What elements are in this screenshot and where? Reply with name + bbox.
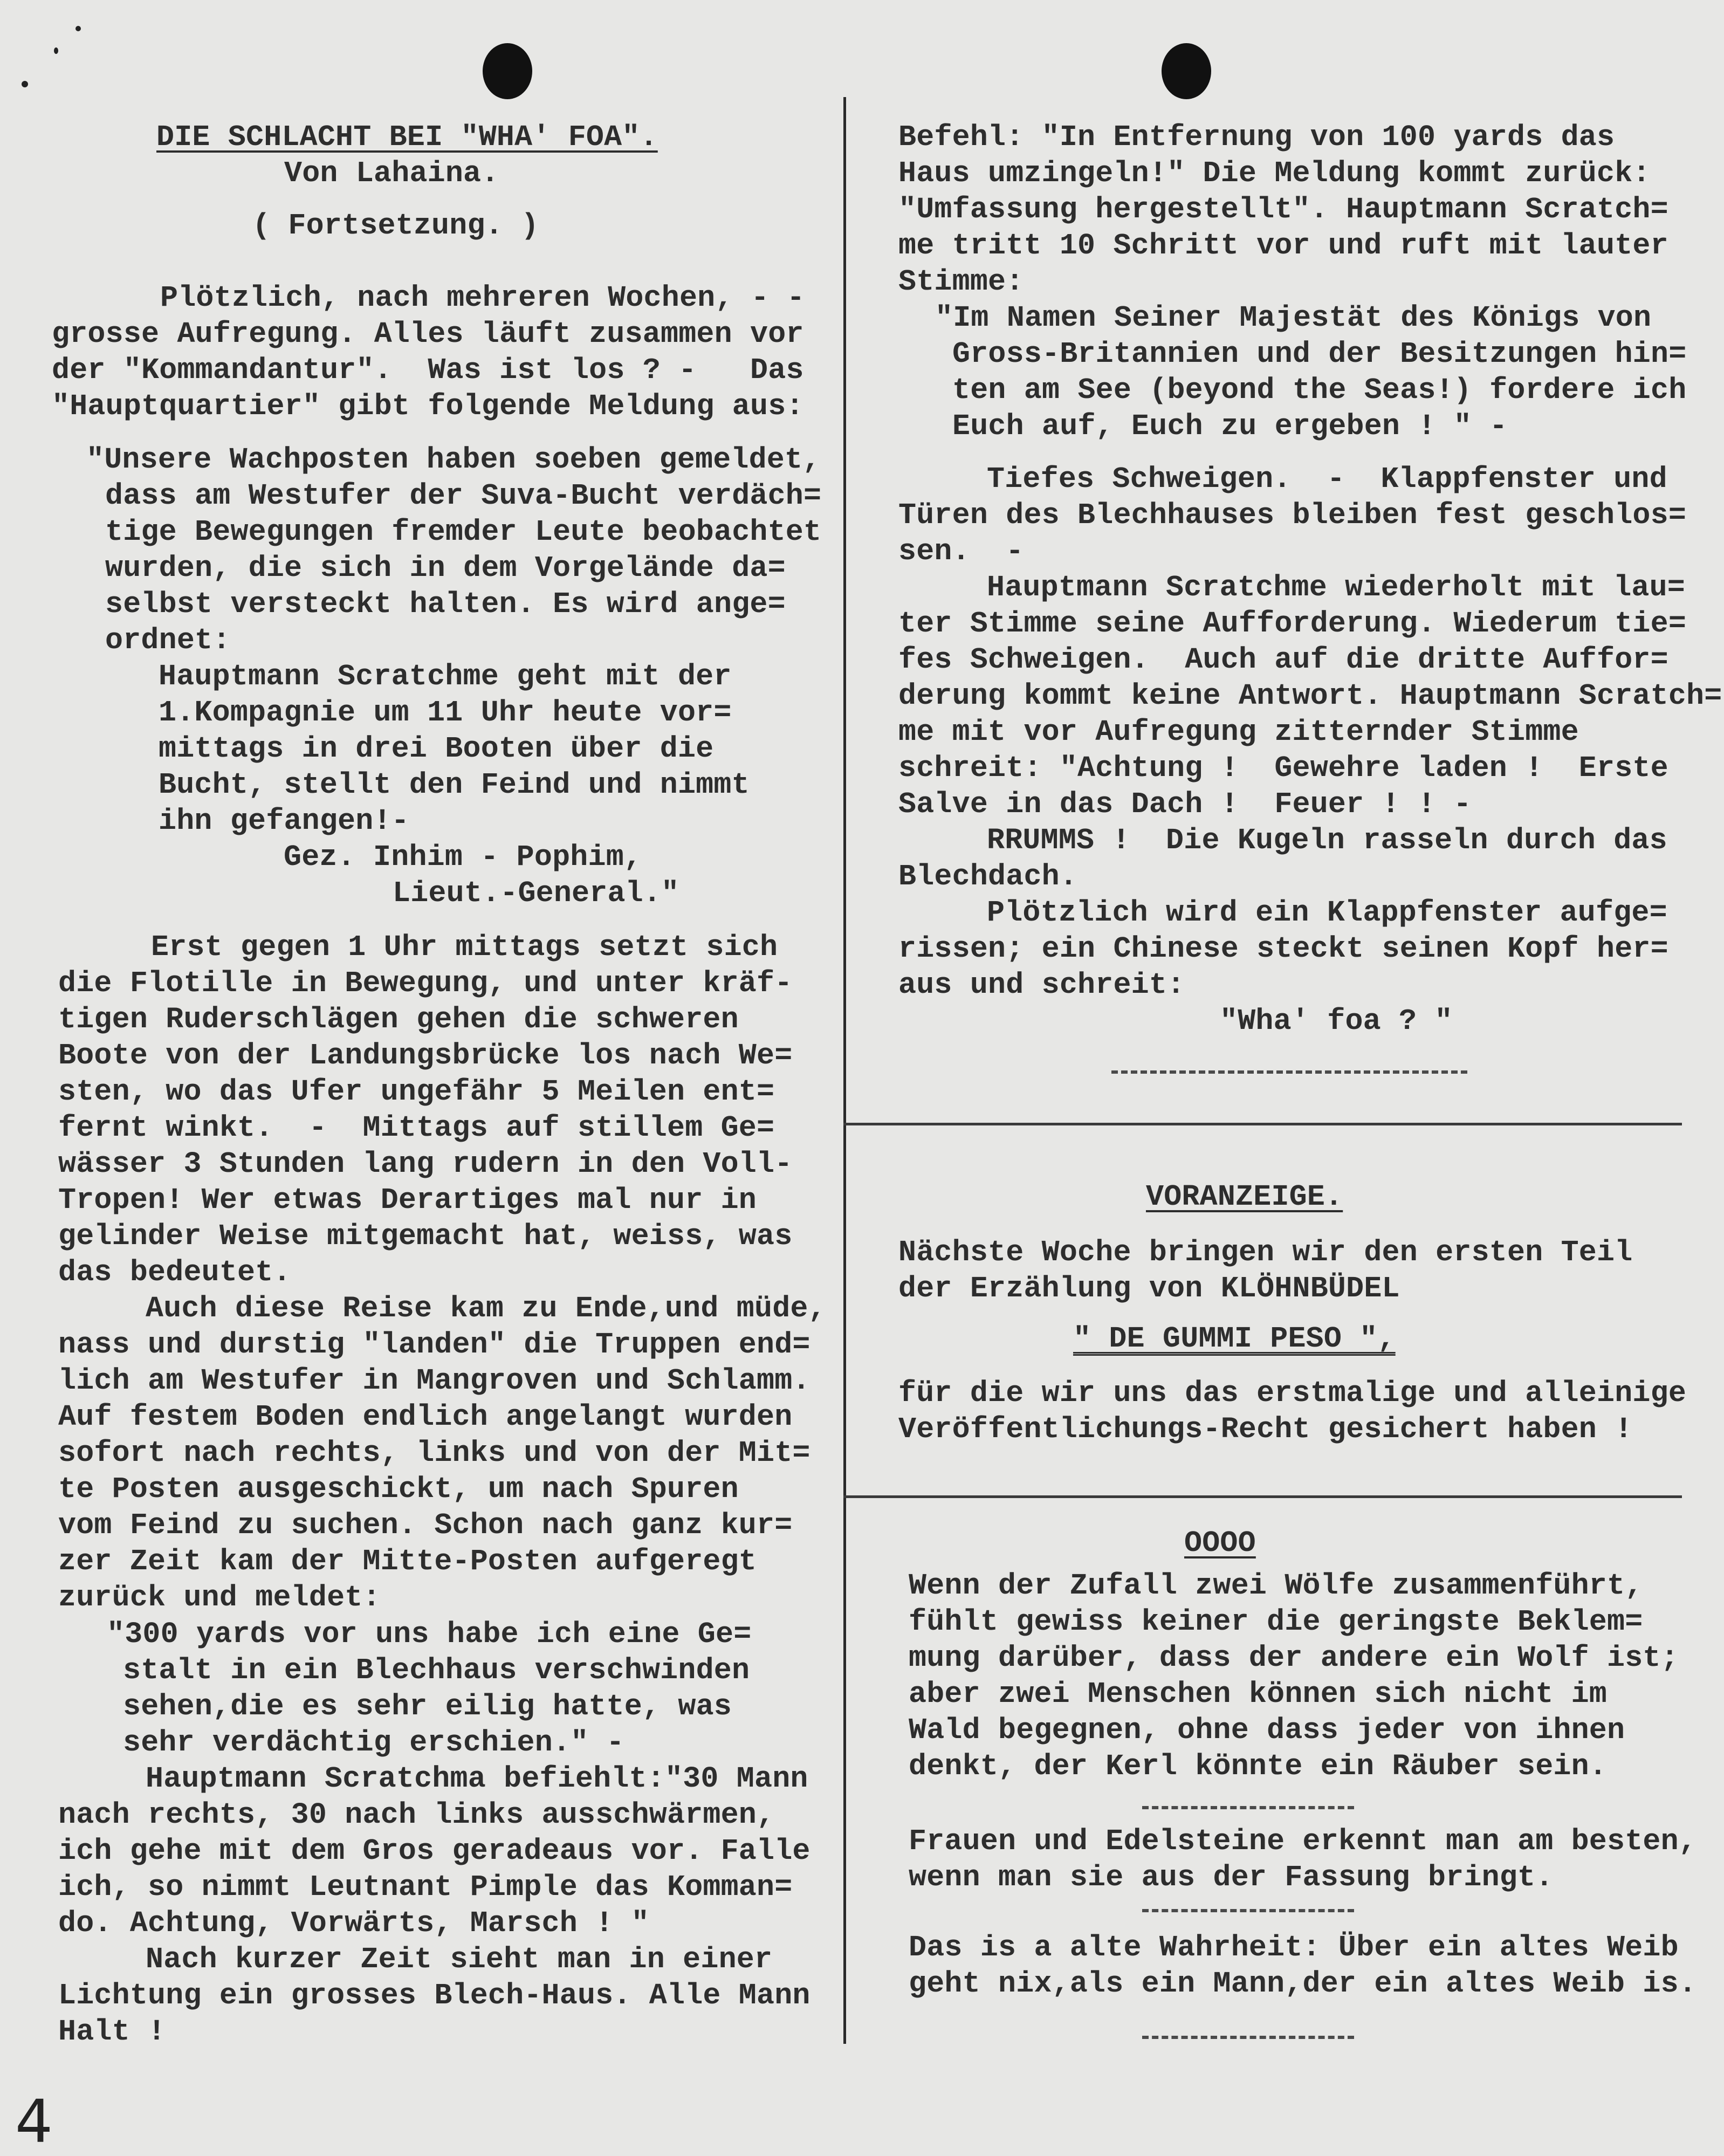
aphorism-line: fühlt gewiss keiner die geringste Beklem= <box>909 1605 1643 1639</box>
article-author: Von Lahaina. <box>284 156 499 190</box>
aphorism-separator <box>1142 1909 1354 1912</box>
text-line: dass am Westufer der Suva-Bucht verdäch= <box>105 479 822 513</box>
aphorism-line: geht nix,als ein Mann,der ein altes Weib is. <box>909 1967 1697 2001</box>
aphorism-line: wenn man sie aus der Fassung bringt. <box>909 1860 1554 1894</box>
text-line: RRUMMS ! Die Kugeln rasseln durch das <box>987 823 1667 857</box>
text-line: Stimme: <box>898 265 1024 299</box>
text-line: "Wha' foa ? " <box>1220 1004 1453 1038</box>
text-line: Tropen! Wer etwas Derartiges mal nur in <box>58 1183 757 1217</box>
text-line: Gez. Inhim - Pophim, <box>284 840 642 874</box>
aphorism-line: Wald begegnen, ohne dass jeder von ihnen <box>909 1713 1625 1747</box>
announcement-text: Nächste Woche bringen wir den ersten Teil <box>898 1235 1633 1269</box>
aphorism-line: denkt, der Kerl könnte ein Räuber sein. <box>909 1749 1608 1783</box>
aphorism-separator <box>1142 1806 1354 1809</box>
text-line: ten am See (beyond the Seas!) fordere ich <box>952 373 1687 407</box>
text-line: zer Zeit kam der Mitte-Posten aufgeregt <box>58 1544 757 1578</box>
text-line: ter Stimme seine Aufforderung. Wiederum tie= <box>898 607 1687 641</box>
text-line: Lichtung ein grosses Blech-Haus. Alle Mann <box>58 1979 811 2013</box>
section-divider <box>843 1123 1682 1125</box>
text-line: Plötzlich, nach mehreren Wochen, - - <box>160 281 805 315</box>
text-line: Erst gegen 1 Uhr mittags setzt sich <box>151 930 778 964</box>
text-line: Blechdach. <box>898 860 1078 894</box>
aphorism-line: Wenn der Zufall zwei Wölfe zusammenführt, <box>909 1569 1643 1603</box>
text-line: lich am Westufer in Mangroven und Schlamm. <box>58 1364 811 1398</box>
text-line: stalt in ein Blechhaus verschwinden <box>123 1653 750 1687</box>
text-line: ihn gefangen!- <box>159 804 409 838</box>
text-line: Bucht, stellt den Feind und nimmt <box>159 768 750 802</box>
text-line: sten, wo das Ufer ungefähr 5 Meilen ent= <box>58 1075 775 1109</box>
text-line: Befehl: "In Entfernung von 100 yards das <box>898 120 1615 154</box>
text-line: Haus umzingeln!" Die Meldung kommt zurück: <box>898 156 1651 190</box>
text-line: do. Achtung, Vorwärts, Marsch ! " <box>58 1906 649 1940</box>
aphorism-line: mung darüber, dass der andere ein Wolf ist; <box>909 1641 1679 1675</box>
text-line: vom Feind zu suchen. Schon nach ganz kur= <box>58 1508 793 1542</box>
text-line: sehen,die es sehr eilig hatte, was <box>123 1690 732 1724</box>
announcement-text: der Erzählung von KLÖHNBÜDEL <box>898 1272 1400 1306</box>
text-line: "Unsere Wachposten haben soeben gemeldet, <box>86 443 821 477</box>
article-title: DIE SCHLACHT BEI "WHA' FOA". <box>156 120 658 154</box>
text-line: Lieut.-General." <box>393 876 679 910</box>
text-line: selbst versteckt halten. Es wird ange= <box>105 587 786 621</box>
text-line: "Umfassung hergestellt". Hauptmann Scratch= <box>898 193 1668 226</box>
aphorism-line: aber zwei Menschen können sich nicht im <box>909 1677 1608 1711</box>
ink-speck <box>75 26 81 31</box>
text-line: tige Bewegungen fremder Leute beobachtet <box>105 515 822 549</box>
aphorism-line: Frauen und Edelsteine erkennt man am besten, <box>909 1824 1697 1858</box>
text-line: grosse Aufregung. Alles läuft zusammen vor <box>52 317 804 351</box>
text-line: gelinder Weise mitgemacht hat, weiss, was <box>58 1219 793 1253</box>
text-line: ich gehe mit dem Gros geradeaus vor. Falle <box>58 1834 811 1868</box>
text-line: Gross-Britannien und der Besitzungen hin= <box>952 337 1687 371</box>
text-line: "Hauptquartier" gibt folgende Meldung aus: <box>52 389 804 423</box>
announcement-heading: VORANZEIGE. <box>1146 1180 1343 1214</box>
aphorism-line: Das is a alte Wahrheit: Über ein altes Weib <box>909 1931 1679 1965</box>
text-line: nass und durstig "landen" die Truppen end= <box>58 1328 811 1362</box>
text-line: der "Kommandantur". Was ist los ? - Das <box>52 353 804 387</box>
text-line: Hauptmann Scratchma befiehlt:"30 Mann <box>146 1762 808 1796</box>
text-line: tigen Ruderschlägen gehen die schweren <box>58 1003 739 1036</box>
text-line: derung kommt keine Antwort. Hauptmann Scratch= <box>898 679 1722 713</box>
text-line: Hauptmann Scratchme wiederholt mit lau= <box>987 571 1686 605</box>
text-line: sehr verdächtig erschien." - <box>123 1726 624 1760</box>
text-line: "300 yards vor uns habe ich eine Ge= <box>107 1617 752 1651</box>
text-line: te Posten ausgeschickt, um nach Spuren <box>58 1472 739 1506</box>
section-divider <box>843 1495 1682 1498</box>
announcement-story-title: " DE GUMMI PESO ", <box>1073 1322 1396 1356</box>
text-line: zurück und meldet: <box>58 1581 381 1615</box>
announcement-text: für die wir uns das erstmalige und alleinige <box>898 1376 1687 1410</box>
ink-speck <box>54 47 58 54</box>
text-line: schreit: "Achtung ! Gewehre laden ! Erste <box>898 751 1668 785</box>
text-line: Plötzlich wird ein Klappfenster aufge= <box>987 896 1667 930</box>
aphorism-separator <box>1142 2036 1354 2039</box>
text-line: 1.Kompagnie um 11 Uhr heute vor= <box>159 696 732 730</box>
text-line: Nach kurzer Zeit sieht man in einer <box>146 1942 773 1976</box>
text-line: die Flotille in Bewegung, und unter kräf- <box>58 966 793 1000</box>
punch-hole-right <box>1162 43 1211 99</box>
text-line: Türen des Blechhauses bleiben fest geschlos= <box>898 498 1687 532</box>
text-line: ordnet: <box>105 623 231 657</box>
text-line: mittags in drei Booten über die <box>159 732 714 766</box>
text-line: Auf festem Boden endlich angelangt wurden <box>58 1400 793 1434</box>
text-line: wurden, die sich in dem Vorgelände da= <box>105 551 786 585</box>
page-number: 4 <box>15 2087 53 2156</box>
announcement-text: Veröffentlichungs-Recht gesichert haben ! <box>898 1412 1633 1446</box>
text-line: rissen; ein Chinese steckt seinen Kopf her= <box>898 932 1668 966</box>
text-line: wässer 3 Stunden lang rudern in den Voll- <box>58 1147 793 1181</box>
text-line: Tiefes Schweigen. - Klappfenster und <box>987 462 1667 496</box>
text-line: me mit vor Aufregung zitternder Stimme <box>898 715 1579 749</box>
text-line: Auch diese Reise kam zu Ende,und müde, <box>146 1292 826 1326</box>
text-line: sen. - <box>898 534 1024 568</box>
text-line: Boote von der Landungsbrücke los nach We= <box>58 1039 793 1073</box>
text-line: fes Schweigen. Auch auf die dritte Auffor= <box>898 643 1668 677</box>
text-line: Hauptmann Scratchme geht mit der <box>159 660 732 694</box>
end-of-story-rule <box>1111 1070 1467 1074</box>
text-line: "Im Namen Seiner Majestät des Königs von <box>935 301 1652 335</box>
punch-hole-left <box>483 43 532 99</box>
text-line: Euch auf, Euch zu ergeben ! " - <box>952 409 1508 443</box>
text-line: nach rechts, 30 nach links ausschwärmen, <box>58 1798 775 1832</box>
article-continuation: ( Fortsetzung. ) <box>252 209 539 243</box>
ink-speck <box>22 81 28 87</box>
text-line: fernt winkt. - Mittags auf stillem Ge= <box>58 1111 775 1145</box>
text-line: Salve in das Dach ! Feuer ! ! - <box>898 787 1472 821</box>
aphorism-heading: OOOO <box>1184 1526 1256 1560</box>
column-divider <box>843 97 846 2044</box>
text-line: me tritt 10 Schritt vor und ruft mit lauter <box>898 229 1668 263</box>
text-line: aus und schreit: <box>898 968 1185 1002</box>
text-line: das bedeutet. <box>58 1255 291 1289</box>
text-line: Halt ! <box>58 2015 166 2049</box>
text-line: ich, so nimmt Leutnant Pimple das Komman= <box>58 1870 793 1904</box>
text-line: sofort nach rechts, links und von der Mit= <box>58 1436 811 1470</box>
